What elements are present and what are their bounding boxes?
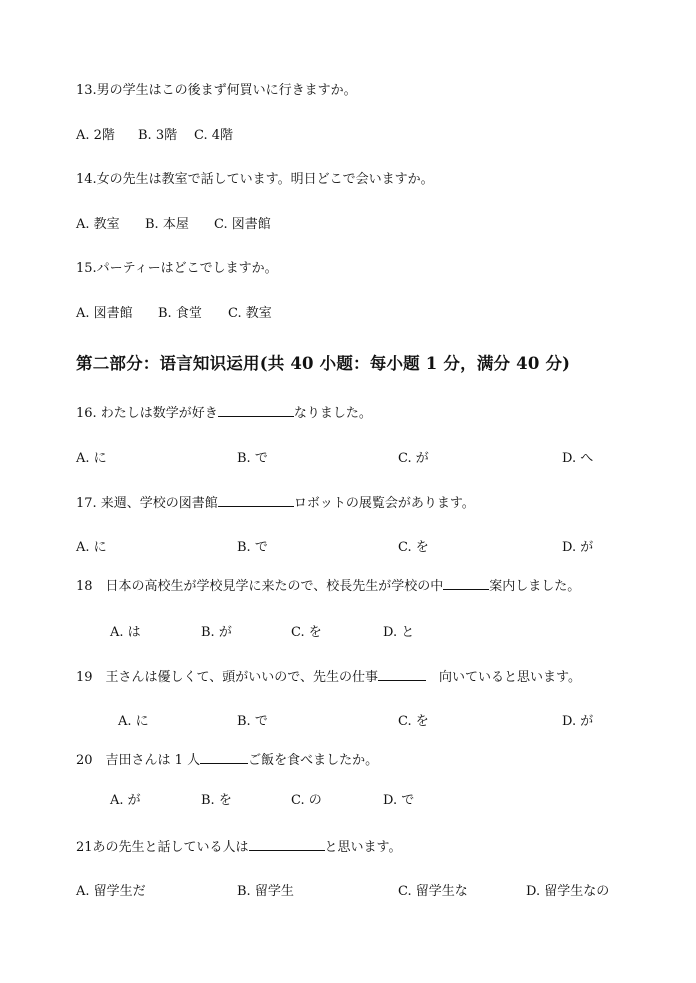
q21-option-b: B. 留学生 [237,884,294,899]
q19-text-after: 向いていると思います。 [426,670,581,685]
question-15: 15.パーティーはどこでしますか。 [76,261,278,276]
q15-option-b: B. 食堂 [158,306,202,321]
section-title: 第二部分：语言知识运用(共 40 小题：每小题 1 分，满分 40 分) [76,354,571,373]
q16-option-c: C. が [398,451,429,466]
q19-option-b: B. で [237,714,268,729]
q21-option-a: A. 留学生だ [76,884,146,899]
q18-option-b: B. が [201,625,232,640]
answer-blank [443,577,489,590]
question-13: 13.男の学生はこの後まず何買いに行きますか。 [76,83,357,98]
q18-text-before: 18 日本の高校生が学校見学に来たので、校長先生が学校の中 [76,579,444,594]
q15-option-a: A. 図書館 [76,306,133,321]
q13-option-a: A. 2階 [76,128,115,143]
q19-text-before: 19 王さんは優しくて、頭がいいので、先生の仕事 [76,670,379,685]
q20-option-a: A. が [110,793,141,808]
q20-option-b: B. を [201,793,232,808]
q17-option-a: A. に [76,540,107,555]
q16-option-d: D. へ [562,451,594,466]
question-18 [76,577,580,596]
question-16 [76,404,372,423]
q21-text-after: と思います。 [324,840,402,855]
q17-option-d: D. が [562,540,594,555]
q16-option-b: B. で [237,451,268,466]
q14-option-c: C. 図書館 [214,217,271,232]
q18-text-after: 案内しました。 [489,579,581,594]
q17-option-b: B. で [237,540,268,555]
q16-option-a: A. に [76,451,107,466]
q18-option-c: C. を [291,625,322,640]
question-14: 14.女の先生は教室で話しています。明日どこで会いますか。 [76,172,434,187]
q20-option-d: D. で [383,793,415,808]
answer-blank [249,838,325,851]
q19-option-a: A. に [118,714,149,729]
q21-option-d: D. 留学生なの [526,884,610,899]
q15-option-c: C. 教室 [228,306,272,321]
q17-text-after: ロボットの展覧会があります。 [293,496,475,511]
answer-blank [218,404,294,417]
answer-blank [378,668,426,681]
q19-option-c: C. を [398,714,429,729]
q18-option-a: A. は [110,625,141,640]
q16-text-before: 16. わたしは数学が好き [76,406,218,421]
q17-text-before: 17. 来週、学校の図書館 [76,496,218,511]
q13-option-b: B. 3階 [138,128,178,143]
q13-option-c: C. 4階 [194,128,234,143]
q16-text-after: なりました。 [293,406,372,421]
question-19 [76,668,581,687]
q21-text-before: 21あの先生と話している人は [76,840,249,855]
q20-text-before: 20 吉田さんは 1 人 [76,753,201,768]
q18-option-d: D. と [383,625,415,640]
answer-blank [218,494,294,507]
q14-option-b: B. 本屋 [145,217,189,232]
question-20 [76,751,378,770]
q20-option-c: C. の [291,793,322,808]
answer-blank [200,751,248,764]
q14-option-a: A. 教室 [76,217,120,232]
question-17 [76,494,475,513]
q20-text-after: ご飯を食べましたか。 [248,753,379,768]
q19-option-d: D. が [562,714,594,729]
question-21 [76,838,402,857]
q21-option-c: C. 留学生な [398,884,468,899]
q17-option-c: C. を [398,540,429,555]
